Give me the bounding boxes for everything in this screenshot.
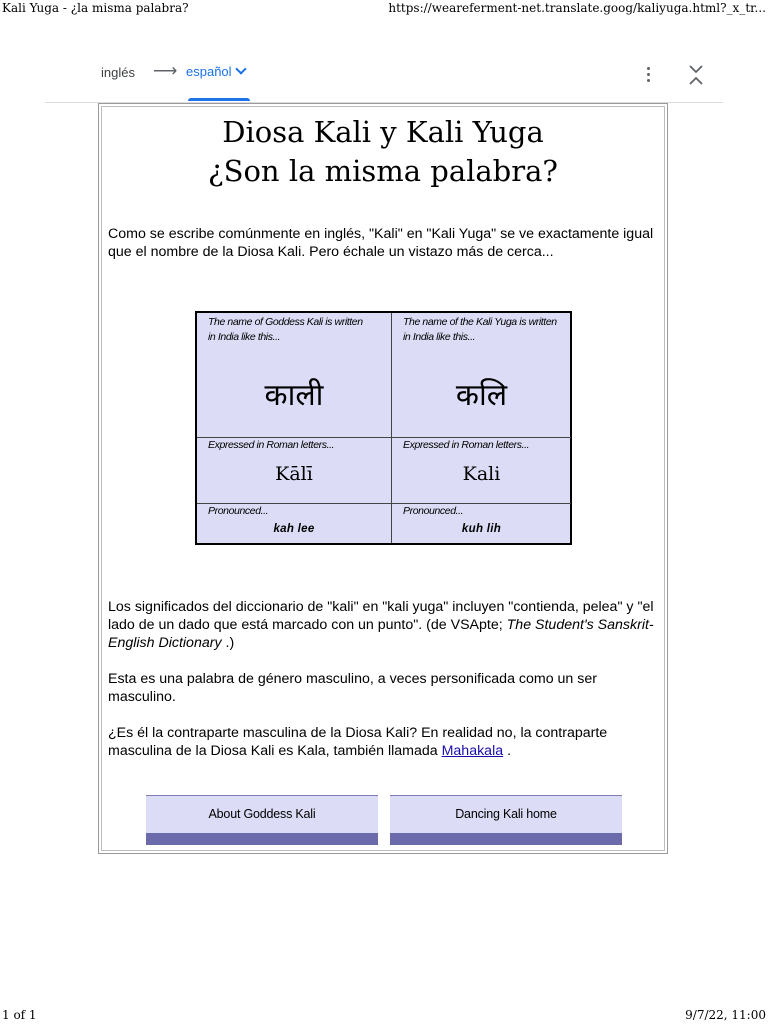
source-language-option[interactable]: inglés [101, 65, 135, 80]
page-content [101, 106, 665, 851]
more-options-button[interactable] [641, 64, 655, 86]
pronounced-caption: Pronounced... [403, 505, 464, 517]
roman-kali-goddess: Kālī [275, 463, 313, 485]
counterpart-text: ¿Es él la contraparte masculina de la Diosa Kali? En realidad no, la contraparte masculina de la Diosa Kali es Kala, también llamada [108, 725, 608, 759]
roman-kali-yuga: Kali [462, 463, 501, 485]
print-page-url: https://weareferment-net.translate.goog/kaliyuga.html?_x_tr... [388, 1, 766, 15]
collapse-icon [685, 62, 707, 88]
script-caption: The name of Goddess Kali is written in India like this... [208, 316, 363, 343]
print-header [0, 0, 768, 20]
intro-paragraph: Como se escribe comúnmente en inglés, "Kali" en "Kali Yuga" se ve exactamente igual que el nombre de la Diosa Kali. Pero échale un vistazo más de cerca... [108, 226, 654, 260]
roman-caption: Expressed in Roman letters... [208, 439, 335, 451]
devanagari-kali-goddess: काली [264, 378, 324, 413]
pronounced-caption: Pronounced... [208, 505, 269, 517]
roman-caption: Expressed in Roman letters... [403, 439, 530, 451]
home-button-label: Dancing Kali home [455, 807, 557, 821]
page-frame [98, 103, 668, 854]
meanings-paragraph [108, 598, 664, 652]
page-title-line1: Diosa Kali y Kali Yuga [222, 115, 544, 149]
meanings-end: .) [221, 635, 235, 651]
print-page-title: Kali Yuga - ¿la misma palabra? [2, 1, 189, 15]
pronunciation-kali-goddess: kah lee [273, 523, 315, 535]
page-count: 1 of 1 [2, 1008, 37, 1022]
print-datetime: 9/7/22, 11:00 [685, 1008, 766, 1022]
arrow-right-icon: ⟶ [153, 61, 178, 80]
translate-toolbar [45, 50, 723, 103]
dancing-kali-home-button[interactable] [390, 795, 622, 845]
counterpart-end: . [503, 743, 512, 759]
print-footer [0, 1007, 768, 1024]
devanagari-kali-yuga: कलि [455, 378, 508, 413]
meanings-text: Los significados del diccionario de "kali" en "kali yuga" incluyen "contienda, pelea" y "el lado de un dado que está marcado con un punto". (de VSApte; [108, 599, 654, 633]
comparison-table [195, 311, 572, 545]
kali-yuga-column [391, 313, 571, 543]
dictionary-title: The Student's Sanskrit-English Dictionary [108, 617, 654, 651]
active-language-indicator [188, 98, 250, 101]
button-bar [390, 833, 622, 845]
script-caption: The name of the Kali Yuga is written in India like this... [403, 316, 557, 343]
goddess-kali-column [197, 313, 391, 543]
counterpart-paragraph [108, 724, 664, 760]
collapse-toolbar-button[interactable] [685, 62, 707, 88]
gender-paragraph: Esta es una palabra de género masculino, a veces personificada como un ser masculino. [108, 671, 597, 705]
page-title [102, 113, 664, 191]
dot-icon [647, 79, 650, 82]
chevron-down-icon [235, 63, 246, 74]
target-language-label: español [186, 64, 232, 79]
dot-icon [647, 67, 650, 70]
button-bar [146, 833, 378, 845]
page-title-line2: ¿Son la misma palabra? [208, 154, 558, 188]
target-language-dropdown[interactable] [186, 64, 245, 79]
dot-icon [647, 73, 650, 76]
about-goddess-kali-button[interactable] [146, 795, 378, 845]
about-button-label: About Goddess Kali [208, 807, 316, 821]
mahakala-link[interactable]: Mahakala [441, 743, 504, 759]
pronunciation-kali-yuga: kuh lih [461, 523, 502, 535]
